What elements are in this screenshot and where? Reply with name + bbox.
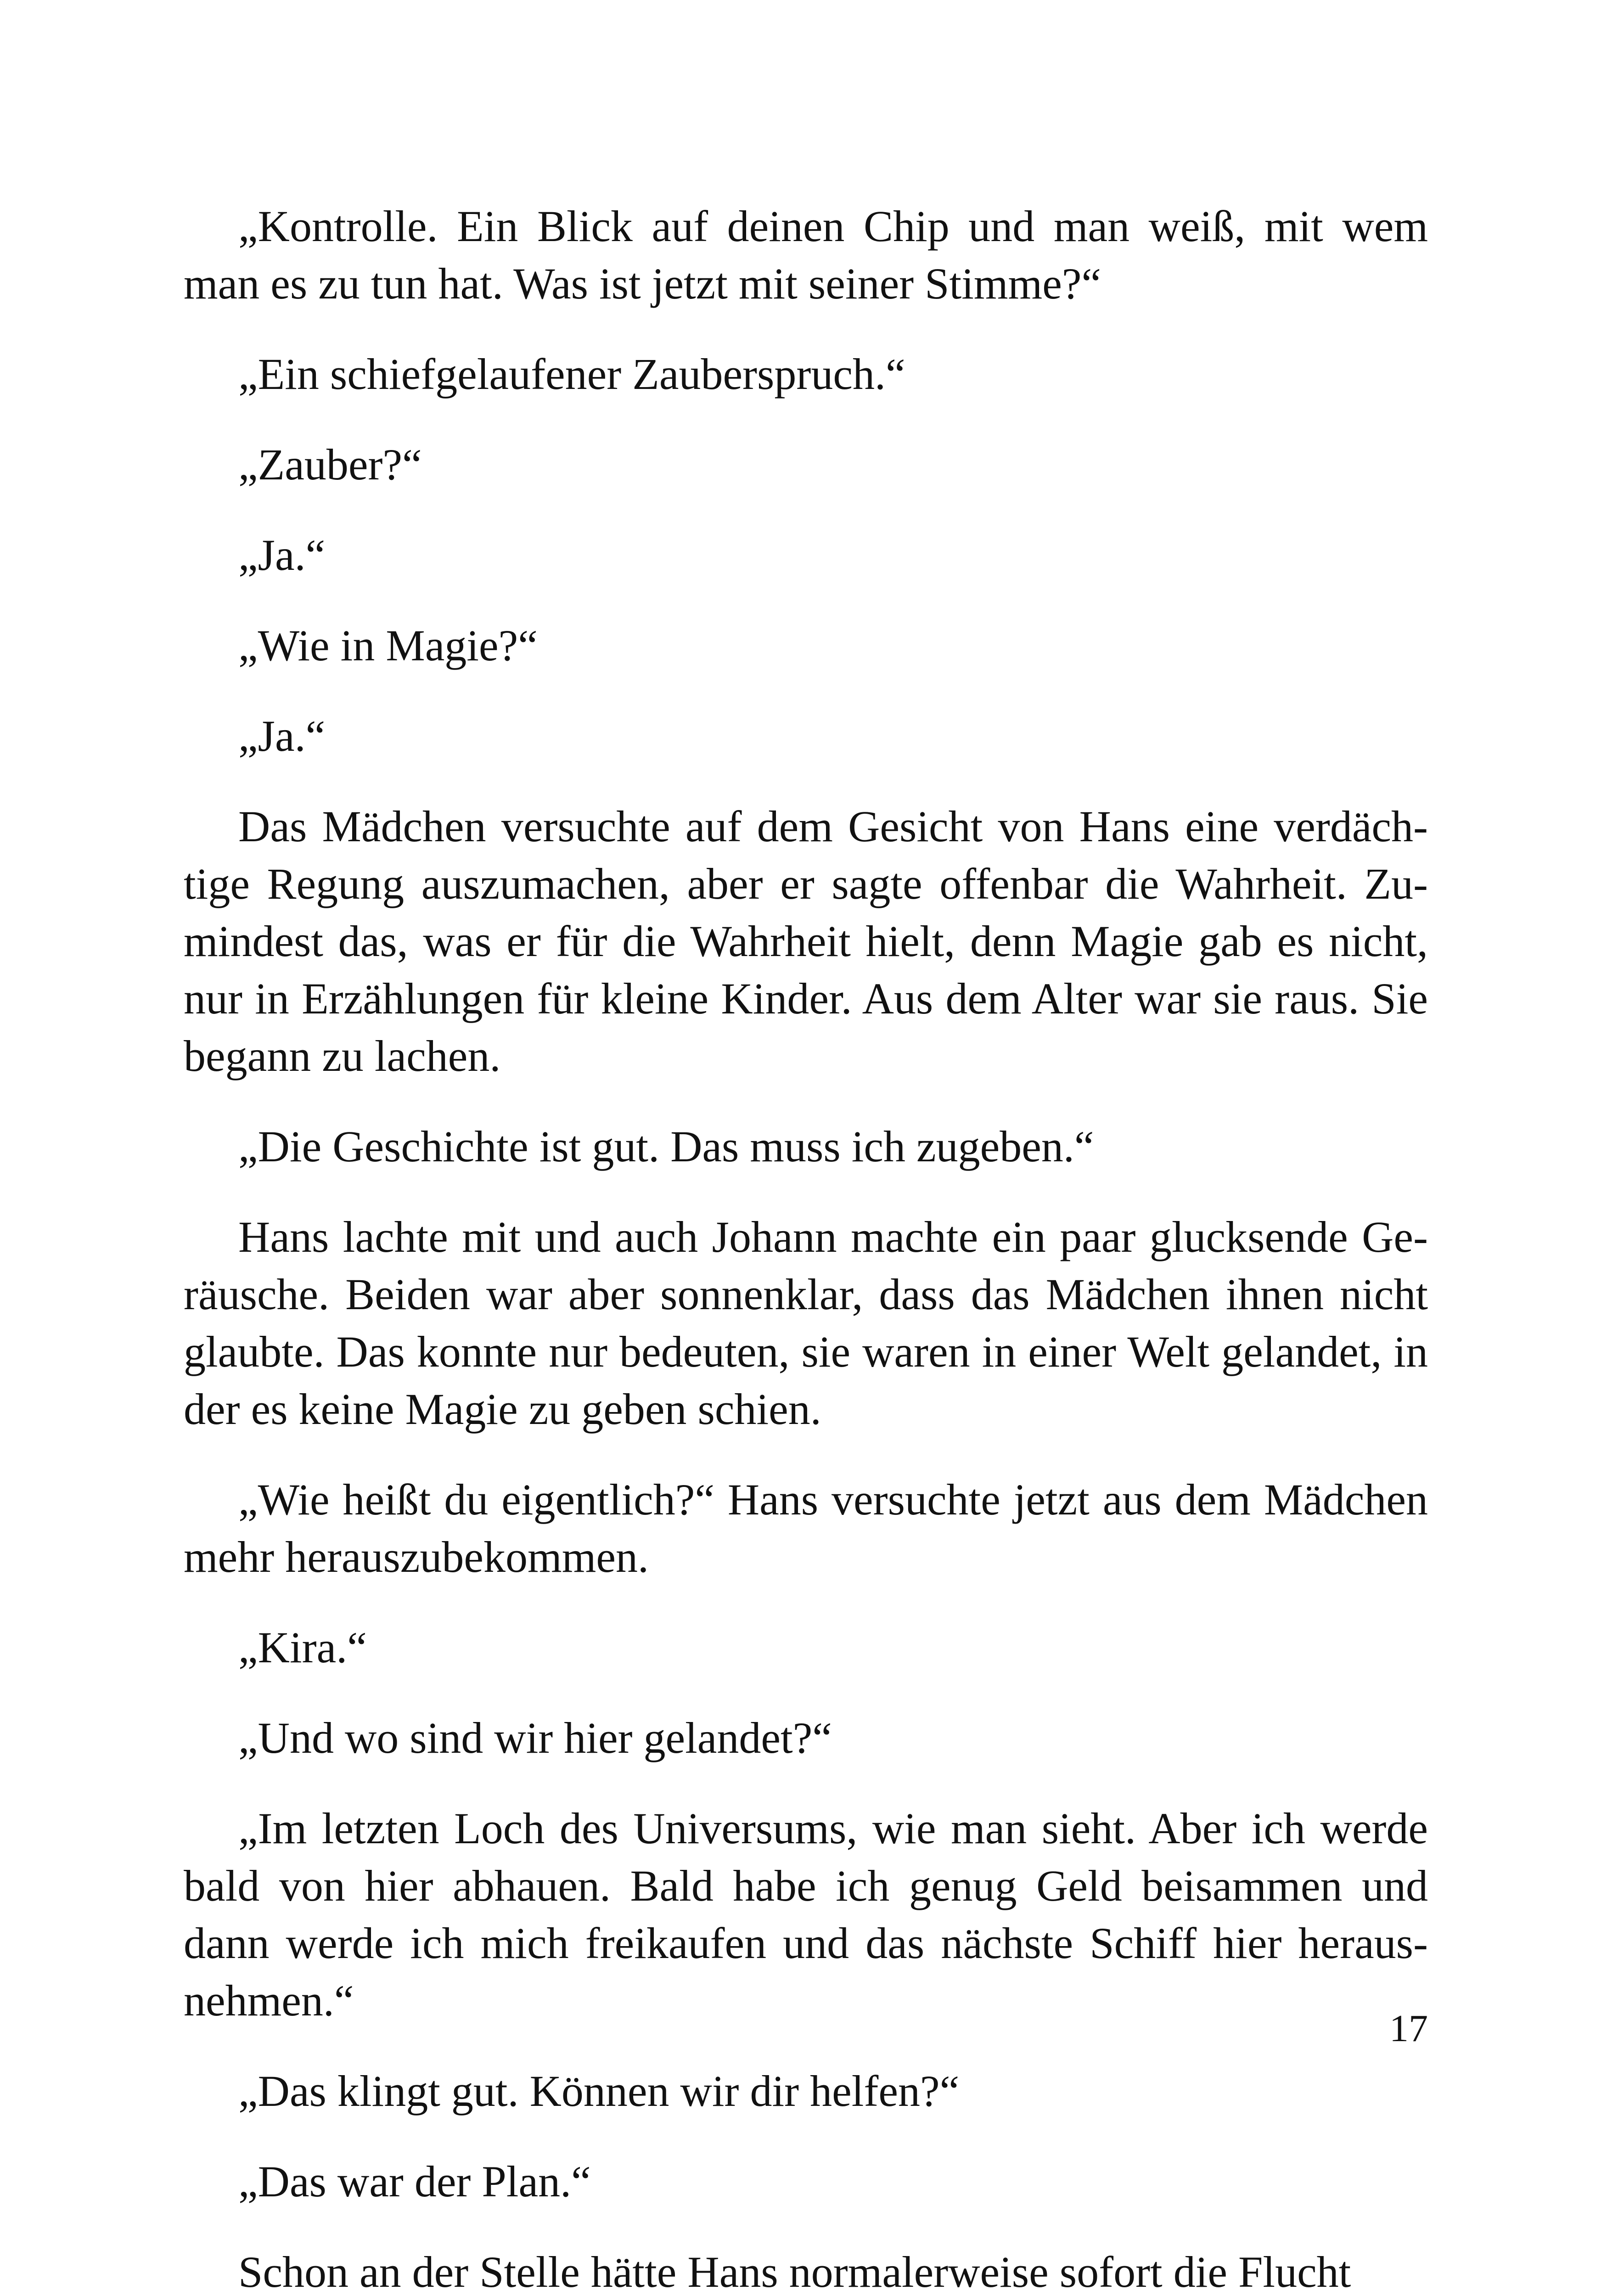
paragraph: Das Mädchen versuchte auf dem Gesicht von Hans eine verdächtige Regung auszumachen, aber er sagte offenbar die Wahrheit. Zumindest das, was er für die Wahrheit hielt, denn Magie gab es nicht, nur in Erzählungen für kleine Kinder. Aus dem Alter war sie raus. Sie begann zu lachen. (184, 802, 1428, 1080)
paragraph: „Ja.“ (238, 711, 326, 760)
paragraph: Schon an der Stelle hätte Hans normalerweise sofort die Flucht (238, 2247, 1351, 2296)
page-body (184, 197, 1428, 2296)
paragraph: „Und wo sind wir hier gelandet?“ (238, 1713, 832, 1762)
paragraph: „Zauber?“ (238, 440, 422, 489)
paragraph: „Im letzten Loch des Universums, wie man sieht. Aber ich werde bald von hier abhauen. Bald habe ich genug Geld beisammen und dann werde ich mich freikaufen und das nächste Schiff hier herausnehmen.“ (184, 1804, 1428, 2025)
paragraph: „Die Geschichte ist gut. Das muss ich zugeben.“ (238, 1122, 1094, 1171)
paragraph: Hans lachte mit und auch Johann machte ein paar glucksende Geräusche. Beiden war aber sonnenklar, dass das Mädchen ihnen nicht glaubte. Das konnte nur bedeuten, sie waren in einer Welt gelandet, in der es keine Magie zu geben schien. (184, 1212, 1428, 1434)
paragraph: „Wie heißt du eigentlich?“ Hans versuchte jetzt aus dem Mädchen mehr herauszubekommen. (184, 1475, 1428, 1581)
paragraph: „Kira.“ (238, 1623, 367, 1672)
paragraph: „Ja.“ (238, 530, 326, 580)
paragraph: „Wie in Magie?“ (238, 621, 538, 670)
paragraph: „Das klingt gut. Können wir dir helfen?“ (238, 2066, 960, 2116)
page-number: 17 (1389, 2007, 1428, 2050)
paragraph: „Das war der Plan.“ (238, 2157, 591, 2206)
paragraph: „Ein schiefgelaufener Zauberspruch.“ (238, 349, 905, 399)
paragraph: „Kontrolle. Ein Blick auf deinen Chip und man weiß, mit wem man es zu tun hat. Was ist jetzt mit seiner Stimme?“ (184, 202, 1428, 308)
